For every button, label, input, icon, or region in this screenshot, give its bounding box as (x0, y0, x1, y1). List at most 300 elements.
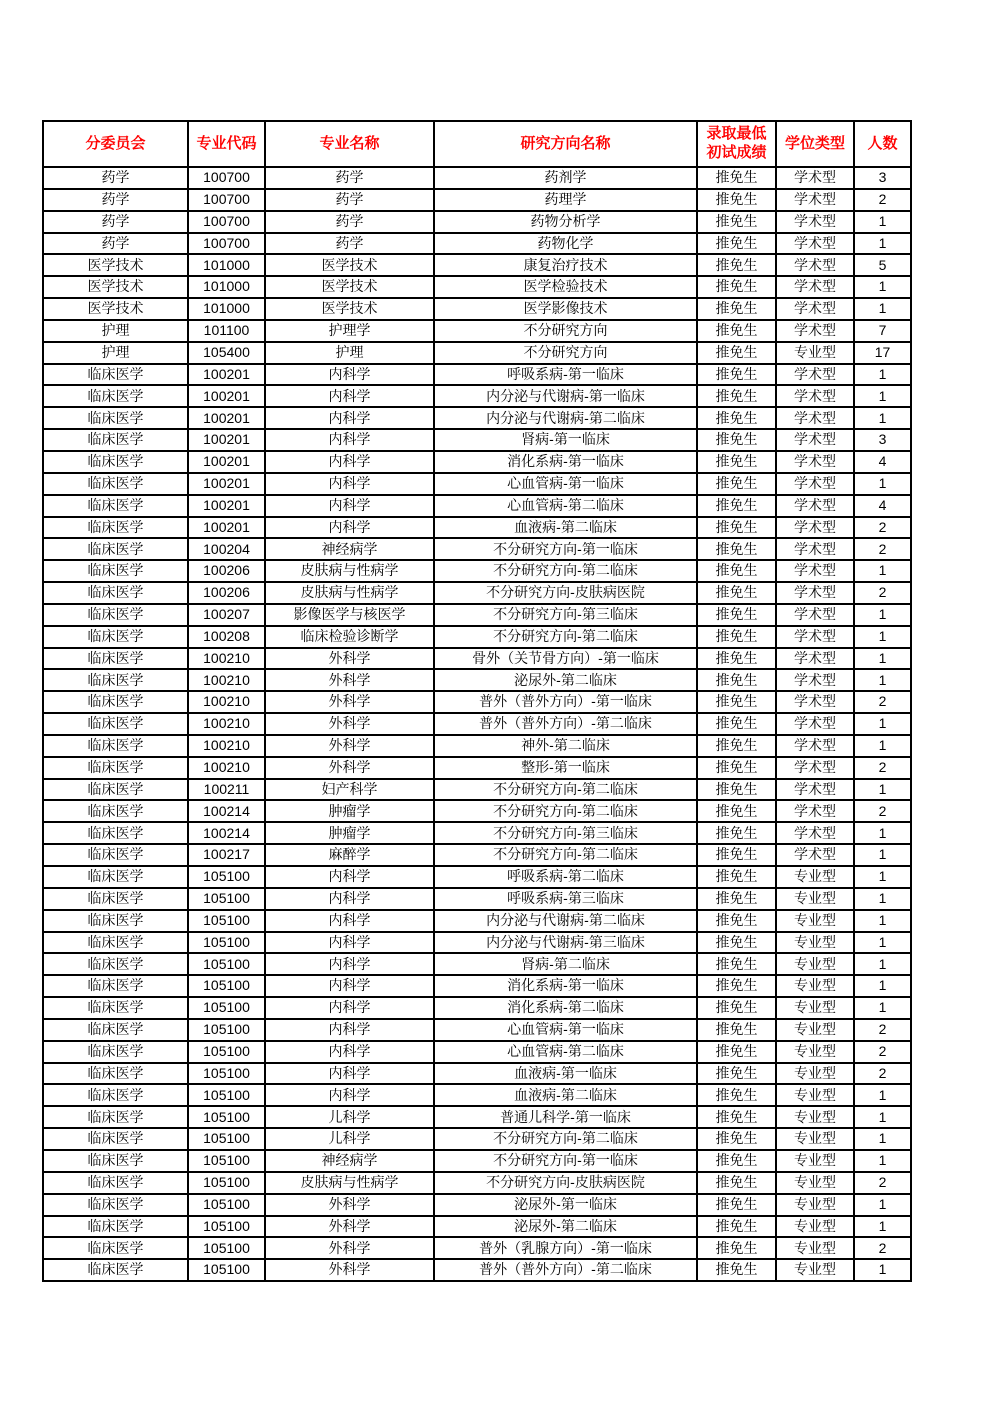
table-row (43, 800, 911, 822)
table-cell: 药物化学 (434, 233, 697, 255)
table-cell: 骨外（关节骨方向）-第一临床 (434, 648, 697, 670)
table-cell: 内分泌与代谢病-第三临床 (434, 932, 697, 954)
table-cell: 消化系病-第一临床 (434, 451, 697, 473)
table-row (43, 997, 911, 1019)
table-cell: 临床医学 (43, 866, 188, 888)
table-cell: 影像医学与核医学 (265, 604, 434, 626)
table-cell: 学术型 (776, 473, 854, 495)
table-cell: 临床医学 (43, 429, 188, 451)
table-cell: 学术型 (776, 320, 854, 342)
table-cell: 专业型 (776, 1216, 854, 1238)
table-cell: 临床医学 (43, 364, 188, 386)
table-cell: 外科学 (265, 1216, 434, 1238)
table-cell: 护理 (43, 342, 188, 364)
table-cell: 1 (854, 953, 911, 975)
table-cell: 105100 (188, 953, 265, 975)
table-cell: 推免生 (697, 735, 776, 757)
table-cell: 2 (854, 1041, 911, 1063)
table-row (43, 953, 911, 975)
table-cell: 普外（普外方向）-第二临床 (434, 713, 697, 735)
table-cell: 100206 (188, 582, 265, 604)
table-cell: 100208 (188, 626, 265, 648)
table-cell: 外科学 (265, 1194, 434, 1216)
table-cell: 推免生 (697, 713, 776, 735)
table-cell: 1 (854, 779, 911, 801)
table-cell: 100201 (188, 364, 265, 386)
table-cell: 7 (854, 320, 911, 342)
table-cell: 推免生 (697, 953, 776, 975)
table-cell: 105100 (188, 910, 265, 932)
admissions-table (42, 120, 912, 1282)
table-cell: 105100 (188, 1216, 265, 1238)
table-row (43, 626, 911, 648)
table-cell: 不分研究方向 (434, 320, 697, 342)
table-cell: 妇产科学 (265, 779, 434, 801)
table-cell: 血液病-第二临床 (434, 517, 697, 539)
table-cell: 2 (854, 1237, 911, 1259)
table-cell: 不分研究方向-第二临床 (434, 779, 697, 801)
table-cell: 临床医学 (43, 407, 188, 429)
table-cell: 100214 (188, 800, 265, 822)
table-cell: 外科学 (265, 1237, 434, 1259)
table-cell: 2 (854, 517, 911, 539)
table-cell: 临床医学 (43, 669, 188, 691)
table-cell: 药学 (265, 233, 434, 255)
table-cell: 学术型 (776, 735, 854, 757)
table-cell: 普外（普外方向）-第二临床 (434, 1259, 697, 1281)
column-header: 专业代码 (188, 121, 265, 167)
table-cell: 推免生 (697, 407, 776, 429)
column-header: 专业名称 (265, 121, 434, 167)
table-cell: 临床医学 (43, 932, 188, 954)
table-cell: 推免生 (697, 276, 776, 298)
table-cell: 推免生 (697, 975, 776, 997)
table-cell: 内科学 (265, 997, 434, 1019)
table-row (43, 910, 911, 932)
table-cell: 推免生 (697, 800, 776, 822)
table-cell: 不分研究方向-第二临床 (434, 1128, 697, 1150)
table-cell: 推免生 (697, 538, 776, 560)
table-row (43, 866, 911, 888)
table-cell: 康复治疗技术 (434, 254, 697, 276)
table-row (43, 932, 911, 954)
table-cell: 学术型 (776, 822, 854, 844)
table-row (43, 669, 911, 691)
table-cell: 医学技术 (43, 276, 188, 298)
table-cell: 临床医学 (43, 713, 188, 735)
table-cell: 药理学 (434, 189, 697, 211)
table-cell: 内科学 (265, 1041, 434, 1063)
table-cell: 105100 (188, 1063, 265, 1085)
table-cell: 专业型 (776, 1106, 854, 1128)
table-cell: 101000 (188, 254, 265, 276)
table-cell: 学术型 (776, 233, 854, 255)
table-cell: 临床医学 (43, 888, 188, 910)
table-row (43, 560, 911, 582)
table-cell: 内科学 (265, 910, 434, 932)
table-cell: 推免生 (697, 385, 776, 407)
table-cell: 1 (854, 1128, 911, 1150)
table-row (43, 757, 911, 779)
table-cell: 专业型 (776, 1259, 854, 1281)
table-cell: 105100 (188, 866, 265, 888)
table-row (43, 1128, 911, 1150)
table-row (43, 888, 911, 910)
table-cell: 推免生 (697, 932, 776, 954)
table-cell: 推免生 (697, 189, 776, 211)
table-cell: 推免生 (697, 626, 776, 648)
table-row (43, 975, 911, 997)
table-row (43, 1237, 911, 1259)
table-cell: 101100 (188, 320, 265, 342)
table-cell: 医学检验技术 (434, 276, 697, 298)
table-cell: 不分研究方向-第二临床 (434, 560, 697, 582)
table-cell: 1 (854, 364, 911, 386)
table-cell: 临床医学 (43, 626, 188, 648)
table-cell: 100201 (188, 451, 265, 473)
table-cell: 2 (854, 800, 911, 822)
table-cell: 1 (854, 1084, 911, 1106)
table-cell: 2 (854, 757, 911, 779)
table-cell: 心血管病-第二临床 (434, 1041, 697, 1063)
table-cell: 护理 (265, 342, 434, 364)
table-cell: 100700 (188, 189, 265, 211)
table-cell: 推免生 (697, 298, 776, 320)
table-cell: 内科学 (265, 364, 434, 386)
table-cell: 100207 (188, 604, 265, 626)
table-cell: 内分泌与代谢病-第二临床 (434, 910, 697, 932)
table-cell: 推免生 (697, 866, 776, 888)
table-row (43, 691, 911, 713)
table-cell: 专业型 (776, 975, 854, 997)
table-cell: 2 (854, 538, 911, 560)
table-cell: 推免生 (697, 669, 776, 691)
table-cell: 学术型 (776, 604, 854, 626)
table-cell: 推免生 (697, 429, 776, 451)
table-cell: 学术型 (776, 844, 854, 866)
table-cell: 推免生 (697, 648, 776, 670)
table-cell: 推免生 (697, 1259, 776, 1281)
table-cell: 专业型 (776, 910, 854, 932)
table-row (43, 211, 911, 233)
table-cell: 1 (854, 407, 911, 429)
table-cell: 推免生 (697, 779, 776, 801)
table-cell: 不分研究方向-第三临床 (434, 604, 697, 626)
table-cell: 临床医学 (43, 997, 188, 1019)
table-cell: 泌尿外-第二临床 (434, 1216, 697, 1238)
table-cell: 1 (854, 713, 911, 735)
table-cell: 不分研究方向-第三临床 (434, 822, 697, 844)
table-cell: 推免生 (697, 1041, 776, 1063)
table-row (43, 1216, 911, 1238)
table-row (43, 407, 911, 429)
table-cell: 外科学 (265, 691, 434, 713)
table-cell: 专业型 (776, 342, 854, 364)
table-cell: 消化系病-第一临床 (434, 975, 697, 997)
table-row (43, 582, 911, 604)
table-cell: 学术型 (776, 560, 854, 582)
table-cell: 外科学 (265, 648, 434, 670)
table-cell: 药学 (265, 167, 434, 189)
table-cell: 普外（乳腺方向）-第一临床 (434, 1237, 697, 1259)
table-cell: 100700 (188, 167, 265, 189)
table-cell: 1 (854, 669, 911, 691)
table-cell: 神外-第二临床 (434, 735, 697, 757)
table-row (43, 844, 911, 866)
table-row (43, 320, 911, 342)
table-cell: 105100 (188, 888, 265, 910)
table-cell: 1 (854, 211, 911, 233)
table-cell: 皮肤病与性病学 (265, 1172, 434, 1194)
table-cell: 1 (854, 1216, 911, 1238)
table-cell: 1 (854, 1150, 911, 1172)
table-cell: 神经病学 (265, 538, 434, 560)
table-row (43, 1041, 911, 1063)
table-cell: 不分研究方向-皮肤病医院 (434, 1172, 697, 1194)
table-cell: 1 (854, 473, 911, 495)
table-cell: 学术型 (776, 495, 854, 517)
table-cell: 105100 (188, 1259, 265, 1281)
table-cell: 1 (854, 932, 911, 954)
table-cell: 推免生 (697, 517, 776, 539)
table-cell: 内科学 (265, 407, 434, 429)
table-cell: 泌尿外-第一临床 (434, 1194, 697, 1216)
table-cell: 专业型 (776, 1084, 854, 1106)
table-cell: 学术型 (776, 691, 854, 713)
table-cell: 药学 (265, 211, 434, 233)
table-cell: 学术型 (776, 538, 854, 560)
table-cell: 内科学 (265, 953, 434, 975)
table-cell: 1 (854, 844, 911, 866)
table-row (43, 1194, 911, 1216)
table-cell: 医学技术 (43, 254, 188, 276)
table-cell: 1 (854, 866, 911, 888)
table-row (43, 364, 911, 386)
table-cell: 学术型 (776, 800, 854, 822)
table-cell: 药物分析学 (434, 211, 697, 233)
table-cell: 临床医学 (43, 953, 188, 975)
table-cell: 内科学 (265, 385, 434, 407)
table-cell: 儿科学 (265, 1128, 434, 1150)
table-row (43, 473, 911, 495)
table-cell: 推免生 (697, 495, 776, 517)
table-cell: 2 (854, 582, 911, 604)
table-cell: 1 (854, 648, 911, 670)
table-cell: 推免生 (697, 1063, 776, 1085)
table-cell: 呼吸系病-第三临床 (434, 888, 697, 910)
table-cell: 100201 (188, 473, 265, 495)
table-cell: 专业型 (776, 888, 854, 910)
table-cell: 100201 (188, 385, 265, 407)
table-cell: 1 (854, 822, 911, 844)
table-cell: 推免生 (697, 560, 776, 582)
table-cell: 2 (854, 691, 911, 713)
table-cell: 推免生 (697, 1237, 776, 1259)
table-cell: 100210 (188, 735, 265, 757)
column-header: 学位类型 (776, 121, 854, 167)
table-cell: 学术型 (776, 713, 854, 735)
table-cell: 学术型 (776, 385, 854, 407)
table-row (43, 1019, 911, 1041)
table-cell: 专业型 (776, 1128, 854, 1150)
table-cell: 1 (854, 604, 911, 626)
table-cell: 4 (854, 495, 911, 517)
table-cell: 临床医学 (43, 1128, 188, 1150)
table-cell: 100210 (188, 691, 265, 713)
table-cell: 不分研究方向 (434, 342, 697, 364)
table-cell: 学术型 (776, 582, 854, 604)
table-cell: 护理 (43, 320, 188, 342)
table-row (43, 779, 911, 801)
table-cell: 医学技术 (265, 276, 434, 298)
table-cell: 临床医学 (43, 451, 188, 473)
table-cell: 不分研究方向-第二临床 (434, 800, 697, 822)
table-cell: 临床医学 (43, 473, 188, 495)
table-cell: 推免生 (697, 1084, 776, 1106)
table-cell: 专业型 (776, 1150, 854, 1172)
table-cell: 药学 (43, 167, 188, 189)
table-cell: 学术型 (776, 407, 854, 429)
table-cell: 推免生 (697, 910, 776, 932)
table-cell: 专业型 (776, 953, 854, 975)
table-row (43, 538, 911, 560)
table-cell: 内科学 (265, 866, 434, 888)
table-cell: 专业型 (776, 1172, 854, 1194)
table-cell: 内科学 (265, 975, 434, 997)
table-cell: 专业型 (776, 1019, 854, 1041)
table-cell: 学术型 (776, 779, 854, 801)
table-row (43, 604, 911, 626)
table-cell: 外科学 (265, 1259, 434, 1281)
table-cell: 100201 (188, 429, 265, 451)
table-cell: 105100 (188, 1150, 265, 1172)
table-cell: 1 (854, 385, 911, 407)
table-cell: 内科学 (265, 932, 434, 954)
table-cell: 临床医学 (43, 1237, 188, 1259)
table-row (43, 254, 911, 276)
table-cell: 学术型 (776, 167, 854, 189)
table-cell: 1 (854, 975, 911, 997)
table-cell: 学术型 (776, 429, 854, 451)
table-cell: 临床检验诊断学 (265, 626, 434, 648)
table-cell: 100217 (188, 844, 265, 866)
table-cell: 推免生 (697, 320, 776, 342)
table-cell: 普外（普外方向）-第一临床 (434, 691, 697, 713)
table-cell: 外科学 (265, 669, 434, 691)
table-cell: 临床医学 (43, 735, 188, 757)
table-row (43, 713, 911, 735)
table-cell: 推免生 (697, 1194, 776, 1216)
table-cell: 105400 (188, 342, 265, 364)
table-cell: 学术型 (776, 298, 854, 320)
table-cell: 皮肤病与性病学 (265, 560, 434, 582)
table-cell: 推免生 (697, 211, 776, 233)
table-row (43, 1150, 911, 1172)
table-cell: 不分研究方向-第二临床 (434, 626, 697, 648)
table-cell: 1 (854, 910, 911, 932)
table-header (43, 121, 911, 167)
table-cell: 3 (854, 167, 911, 189)
table-cell: 学术型 (776, 757, 854, 779)
table-cell: 专业型 (776, 932, 854, 954)
table-cell: 临床医学 (43, 1194, 188, 1216)
table-cell: 学术型 (776, 669, 854, 691)
table-cell: 105100 (188, 1041, 265, 1063)
table-cell: 儿科学 (265, 1106, 434, 1128)
table-cell: 3 (854, 429, 911, 451)
table-cell: 不分研究方向-第二临床 (434, 844, 697, 866)
table-cell: 临床医学 (43, 1063, 188, 1085)
column-header: 录取最低初试成绩 (697, 121, 776, 167)
table-cell: 2 (854, 1019, 911, 1041)
table-cell: 推免生 (697, 888, 776, 910)
table-row (43, 385, 911, 407)
table-cell: 内科学 (265, 473, 434, 495)
table-cell: 推免生 (697, 997, 776, 1019)
table-cell: 1 (854, 888, 911, 910)
table-cell: 1 (854, 1106, 911, 1128)
table-cell: 医学技术 (265, 298, 434, 320)
table-cell: 推免生 (697, 1128, 776, 1150)
table-cell: 105100 (188, 932, 265, 954)
table-cell: 内科学 (265, 1019, 434, 1041)
table-row (43, 735, 911, 757)
table-cell: 推免生 (697, 582, 776, 604)
table-cell: 推免生 (697, 473, 776, 495)
table-cell: 学术型 (776, 254, 854, 276)
table-cell: 临床医学 (43, 495, 188, 517)
table-cell: 100210 (188, 669, 265, 691)
table-cell: 100206 (188, 560, 265, 582)
table-cell: 105100 (188, 975, 265, 997)
table-cell: 心血管病-第一临床 (434, 1019, 697, 1041)
table-cell: 泌尿外-第二临床 (434, 669, 697, 691)
table-cell: 推免生 (697, 364, 776, 386)
table-cell: 1 (854, 298, 911, 320)
table-cell: 推免生 (697, 1150, 776, 1172)
table-row (43, 451, 911, 473)
table-row (43, 233, 911, 255)
table-cell: 血液病-第一临床 (434, 1063, 697, 1085)
table-cell: 不分研究方向-第一临床 (434, 538, 697, 560)
table-cell: 临床医学 (43, 1216, 188, 1238)
table-cell: 105100 (188, 1084, 265, 1106)
table-cell: 推免生 (697, 451, 776, 473)
table-row (43, 429, 911, 451)
table-cell: 100201 (188, 407, 265, 429)
table-row (43, 648, 911, 670)
table-cell: 神经病学 (265, 1150, 434, 1172)
table-cell: 麻醉学 (265, 844, 434, 866)
table-cell: 101000 (188, 276, 265, 298)
table-cell: 学术型 (776, 189, 854, 211)
table-cell: 推免生 (697, 1019, 776, 1041)
table-cell: 临床医学 (43, 385, 188, 407)
table-cell: 临床医学 (43, 1041, 188, 1063)
table-cell: 临床医学 (43, 844, 188, 866)
table-cell: 医学技术 (265, 254, 434, 276)
table-cell: 临床医学 (43, 1019, 188, 1041)
table-cell: 临床医学 (43, 604, 188, 626)
table-row (43, 495, 911, 517)
table-cell: 临床医学 (43, 975, 188, 997)
table-cell: 1 (854, 735, 911, 757)
table-row (43, 1172, 911, 1194)
table-cell: 临床医学 (43, 822, 188, 844)
table-row (43, 1259, 911, 1281)
table-cell: 专业型 (776, 1237, 854, 1259)
table-cell: 临床医学 (43, 1084, 188, 1106)
